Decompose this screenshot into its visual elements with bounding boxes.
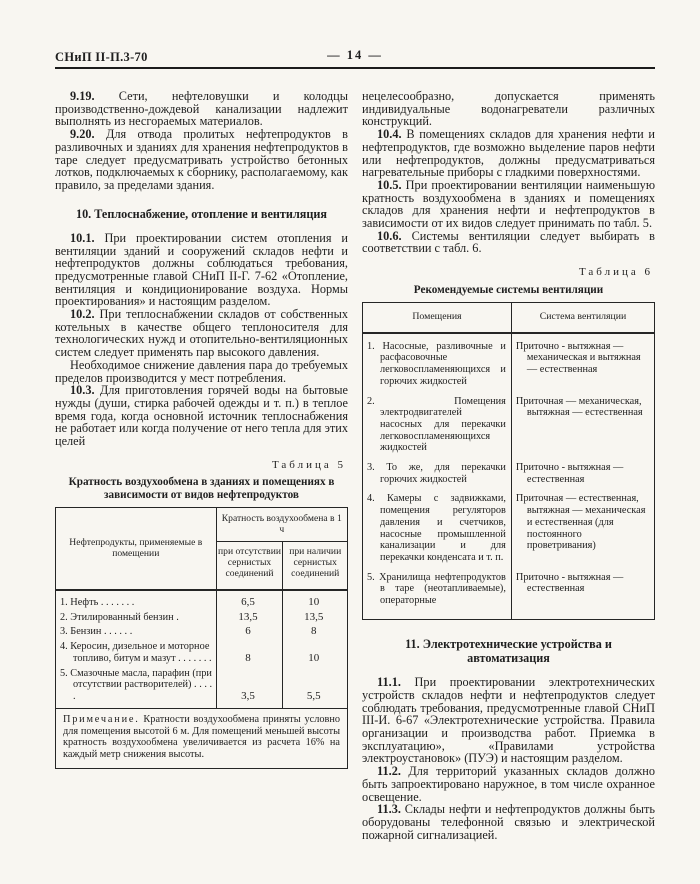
page-header <box>55 48 655 69</box>
clause-text: Сети, нефтеловушки и колодцы производственно-дождевой канализации надлежит выполнять из несгораемых материалов. <box>55 89 348 129</box>
table-6-caption: Рекомендуемые системы вентиляции <box>413 283 604 296</box>
clause-text: Для территорий указанных складов должно быть запроектировано наружное, в том числе охранное освещение. <box>362 764 655 804</box>
paragraph-10-1 <box>55 232 348 308</box>
clause-number: 9.19. <box>70 89 95 103</box>
table-6 <box>362 302 655 620</box>
ventilation-system: Приточная — механическая, вытяжная — естественная <box>511 394 654 461</box>
ventilation-system: Приточно - вытяжная — естественная <box>511 570 654 619</box>
table-row <box>363 491 654 569</box>
right-column <box>362 90 655 841</box>
paragraph-10-6 <box>362 230 655 255</box>
table-6-body <box>363 333 654 619</box>
room-label: 4. Камеры с задвижками, помещения регуляторов давления и счетчиков, насосные промышленной канализации и для перекачки конденсата и т. п. <box>367 493 506 563</box>
table-row <box>363 570 654 619</box>
left-column <box>55 90 348 841</box>
table-5-col-no-sulfur: при отсутствии сернистых соединений <box>216 542 283 590</box>
table-5-note <box>56 708 347 769</box>
page-number: — 14 — <box>327 48 383 62</box>
clause-number: 10.4. <box>377 127 402 142</box>
table-row <box>56 590 347 611</box>
table-row <box>363 394 654 461</box>
ventilation-system: Приточно - вытяжная — механическая и вытяжная — естественная <box>511 333 654 394</box>
clause-text: При теплоснабжении складов от собственных котельных в качестве общего теплоносителя для технологических нужд и отопительно-вентиляционных систем следует применять пар высокого давления. <box>55 307 348 360</box>
room-label: 3. То же, для перекачки горючих жидкостей <box>367 462 506 485</box>
table-row <box>363 333 654 394</box>
value-with-sulfur: 5,5 <box>283 667 347 708</box>
ventilation-system: Приточная — естественная, вытяжная — механическая и естественная (для постоянного проветривания) <box>511 491 654 569</box>
clause-number: 10.6. <box>377 228 402 243</box>
clause-text: Системы вентиляции следует выбирать в соответствии с табл. 6. <box>362 228 655 256</box>
product-label: 2. Этилированный бензин . <box>60 611 179 623</box>
clause-text: При проектировании электротехнических устройств складов нефти и нефтепродуктов следует соблюдать требования, предусмотренные главой СНиП III-И. 6-67 «Электротехнические устройства. Правила организации и производства работ. Приемка в эксплуатацию», «Правилами устройства электроустановок» (ПУЭ) и настоящим разделом. <box>362 675 655 766</box>
paragraph-10-4 <box>362 128 655 179</box>
value-with-sulfur: 10 <box>283 640 347 666</box>
note-label: Примечание. <box>63 713 140 725</box>
value-no-sulfur: 3,5 <box>216 667 283 708</box>
clause-text: Для приготовления горячей воды на бытовые нужды (души, стирка рабочей одежды и т. п.) в теплое время года, когда основной источник теплоснабжения не работает или когда получение от него тепла для этих целей <box>55 383 348 449</box>
section-11-heading: 11. Электротехнические устройства и автоматизация <box>405 636 612 666</box>
paragraph-10-3 <box>55 384 348 448</box>
product-label: 4. Керосин, дизельное и моторное топливо, битум и мазут . . . . . . . <box>60 641 212 664</box>
clause-text: При проектировании систем отопления и вентиляции зданий и сооружений складов нефти и нефтепродуктов должны соблюдаться требования, предусмотренные главой СНиП II-Г. 7-62 «Отопление, вентиляция и кондиционирование воздуха. Нормы проектирования» и настоящим разделом. <box>55 230 348 309</box>
value-with-sulfur: 8 <box>283 625 347 640</box>
clause-number: 11.2. <box>377 764 401 779</box>
table-5-caption: Кратность воздухообмена в зданиях и помещениях в зависимости от видов нефтепродуктов <box>68 476 335 502</box>
paragraph-11-2 <box>362 765 655 803</box>
table-row <box>363 460 654 491</box>
table-6-header <box>363 303 654 333</box>
table-5 <box>55 507 348 769</box>
clause-text: Склады нефти и нефтепродуктов должны быть оборудованы телефонной связью и электрической пожарной сигнализацией. <box>362 802 656 842</box>
room-label: 2. Помещения электродвигателей насосных для перекачки легковоспламеняющихся жидкостей <box>367 395 506 454</box>
clause-text: Для отвода пролитых нефтепродуктов в разливочных и зданиях для хранения нефтепродуктов в таре следует предусматривать устройство бетонных лотков, подключаемых к сборнику, располагаемому, как правило, за пределами здания. <box>55 127 348 192</box>
value-no-sulfur: 6,5 <box>216 590 283 611</box>
table-5-body <box>56 590 347 708</box>
value-no-sulfur: 13,5 <box>216 611 283 626</box>
product-label: 3. Бензин . . . . . . <box>60 626 133 638</box>
table-row <box>56 625 347 640</box>
table-5-col-group: Кратность воздухообмена в 1 ч <box>216 508 347 541</box>
paragraph-10-5 <box>362 179 655 230</box>
section-10-heading: 10. Теплоснабжение, отопление и вентиляция <box>75 206 328 221</box>
note-text: Кратности воздухообмена приняты условно для помещения высотой 6 м. Для помещений меньшей высоты кратность воздухообмена увеличивается из расчета 16% на каждый метр снижения высоты. <box>63 713 340 761</box>
table-row <box>56 667 347 708</box>
table-6-col-system: Система вентиляции <box>511 303 654 333</box>
table-5-header <box>56 508 347 590</box>
table-5-col-products: Нефтепродукты, применяемые в помещении <box>56 508 216 590</box>
ventilation-system: Приточно - вытяжная — естественная <box>511 460 654 491</box>
paragraph-continuation: нецелесообразно, допускается применять индивидуальные водонагреватели различных конструкций. <box>362 89 655 129</box>
table-5-col-with-sulfur: при наличии сернистых соединений <box>283 542 347 590</box>
clause-text: В помещениях складов для хранения нефти и нефтепродуктов, где возможно выделение паров нефти или нефтепродуктов, должны предусматриваться нагревательные приборы с гладкими поверхностями. <box>362 127 655 180</box>
table-6-col-rooms: Помещения <box>363 303 511 333</box>
paragraph-10-2-cont: Необходимое снижение давления пара до требуемых пределов производится у мест потребления. <box>55 357 348 385</box>
product-label: 5. Смазочные масла, парафин (при отсутствии растворителей) . . . . . <box>60 667 213 702</box>
clause-number: 9.20. <box>70 127 95 142</box>
clause-number: 11.1. <box>377 675 401 690</box>
paragraph-9-19 <box>55 90 348 128</box>
table-row <box>56 611 347 626</box>
paragraph-11-1 <box>362 676 655 765</box>
doc-code: СНиП II-П.3-70 <box>55 50 148 64</box>
paragraph-10-2 <box>55 308 348 359</box>
clause-number: 10.1. <box>70 230 95 245</box>
two-column-layout <box>55 90 655 841</box>
clause-number: 10.5. <box>377 177 402 192</box>
paragraph-9-20 <box>55 128 348 192</box>
clause-number: 11.3. <box>377 802 401 817</box>
clause-text: При проектировании вентиляции наименьшую кратность воздухообмена в зданиях и помещениях складов для хранения нефти и нефтепродуктов в зависимости от их видов следует принимать по табл. 5. <box>362 177 655 231</box>
table-5-label: Таблица 5 <box>271 458 346 471</box>
paragraph-11-3 <box>362 803 655 841</box>
room-label: 5. Хранилища нефтепродуктов в таре (неотапливаемые), операторные <box>367 571 506 607</box>
value-no-sulfur: 6 <box>216 625 283 640</box>
clause-number: 10.2. <box>70 307 95 322</box>
clause-number: 10.3. <box>70 383 95 398</box>
product-label: 1. Нефть . . . . . . . <box>60 597 135 609</box>
value-no-sulfur: 8 <box>216 640 283 666</box>
value-with-sulfur: 10 <box>283 590 347 611</box>
table-row <box>56 640 347 666</box>
room-label: 1. Насосные, разливочные и расфасовочные легковоспламеняющихся и горючих жидкостей <box>367 340 506 387</box>
table-6-label: Таблица 6 <box>578 266 653 279</box>
value-with-sulfur: 13,5 <box>283 611 347 626</box>
